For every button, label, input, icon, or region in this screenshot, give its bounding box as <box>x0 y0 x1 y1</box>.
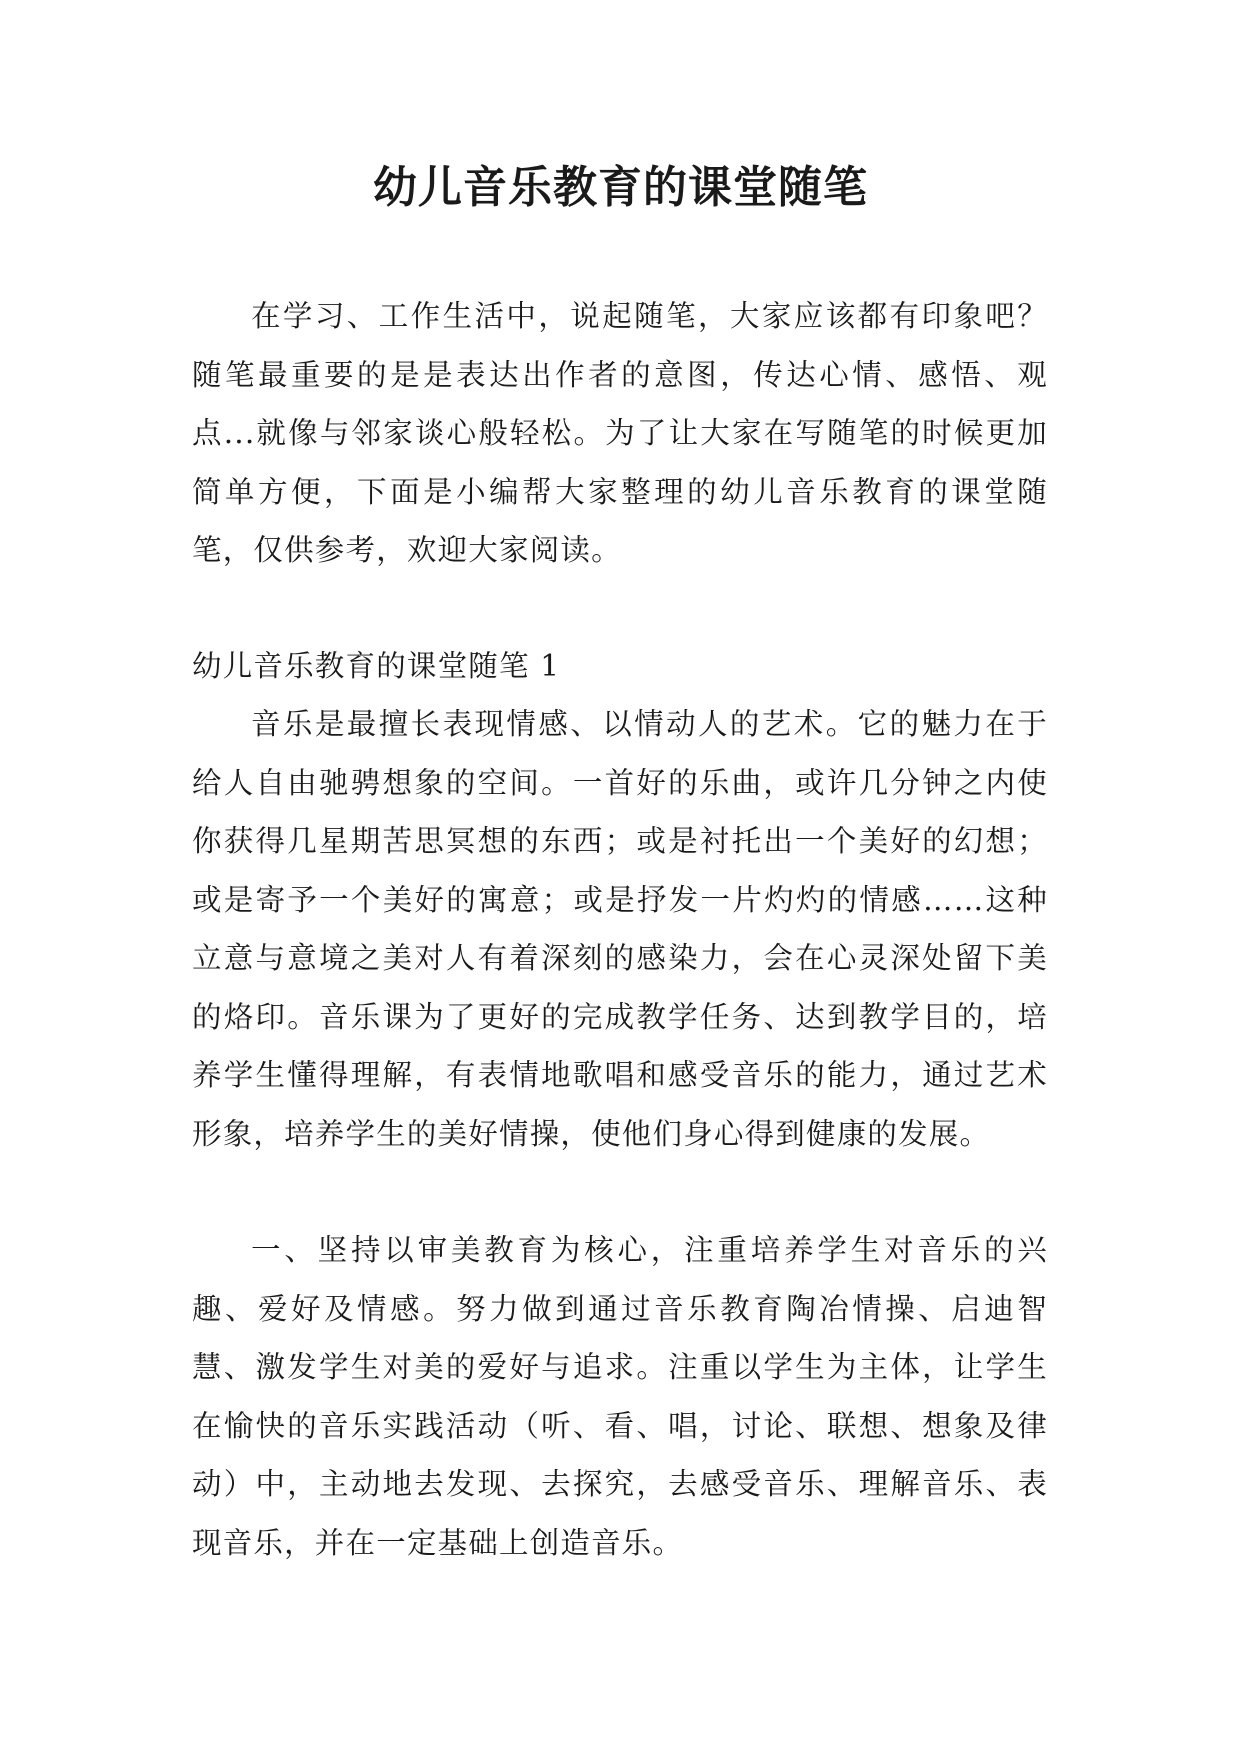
body-paragraph: 一、坚持以审美教育为核心，注重培养学生对音乐的兴趣、爱好及情感。努力做到通过音乐教育陶冶情操、启迪智慧、激发学生对美的爱好与追求。注重以学生为主体，让学生在愉快的音乐实践活动（听、看、唱，讨论、联想、想象及律动）中，主动地去发现、去探究，去感受音乐、理解音乐、表现音乐，并在一定基础上创造音乐。 <box>192 1233 1048 1560</box>
body-paragraph: 音乐是最擅长表现情感、以情动人的艺术。它的魅力在于给人自由驰骋想象的空间。一首好的乐曲，或许几分钟之内使你获得几星期苦思冥想的东西；或是衬托出一个美好的幻想；或是寄予一个美好的寓意；或是抒发一片灼灼的情感……这种立意与意境之美对人有着深刻的感染力，会在心灵深处留下美的烙印。音乐课为了更好的完成教学任务、达到教学目的，培养学生懂得理解，有表情地歌唱和感受音乐的能力，通过艺术形象，培养学生的美好情操，使他们身心得到健康的发展。 <box>192 707 1048 1151</box>
document-title: 幼儿音乐教育的课堂随笔 <box>373 162 868 213</box>
section-heading: 幼儿音乐教育的课堂随笔 1 <box>192 649 561 683</box>
intro-paragraph: 在学习、工作生活中，说起随笔，大家应该都有印象吧？随笔最重要的是是表达出作者的意图，传达心情、感悟、观点...就像与邻家谈心般轻松。为了让大家在写随笔的时候更加简单方便，下面是小编帮大家整理的幼儿音乐教育的课堂随笔，仅供参考，欢迎大家阅读。 <box>192 299 1048 567</box>
